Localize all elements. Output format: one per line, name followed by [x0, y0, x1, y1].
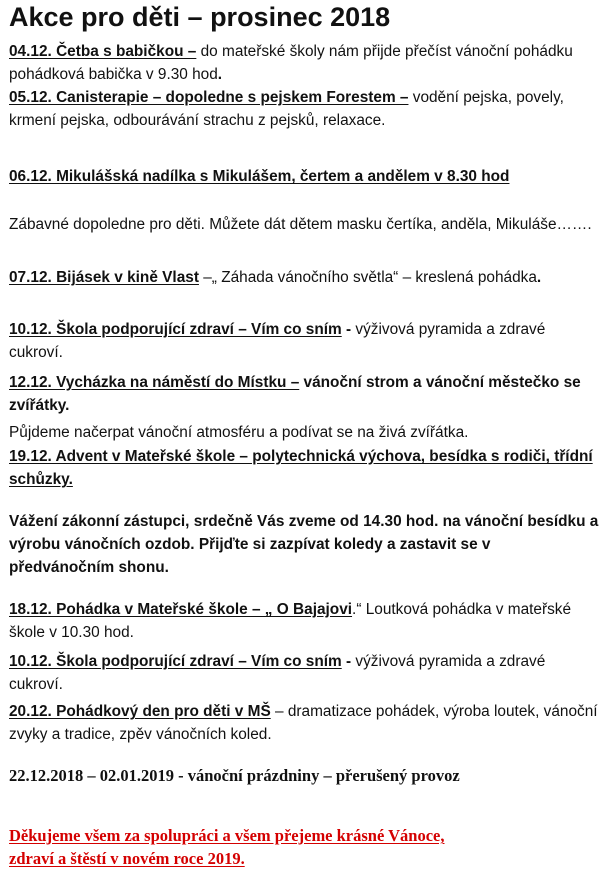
event-12-12	[9, 371, 599, 417]
event-dash: -	[341, 321, 352, 338]
event-10-12-repeat	[9, 650, 599, 696]
event-06-12-text	[9, 213, 599, 236]
event-19-12	[9, 445, 599, 491]
event-07-12	[9, 266, 599, 289]
event-text: do mateřské školy nám přijde přečíst vánoční pohádku pohádková babička v 9.30 hod	[9, 43, 573, 83]
holidays-text: 22.12.2018 – 02.01.2019 - vánoční prázdniny – přerušený provoz	[9, 766, 460, 785]
event-heading: 12.12. Vycházka na náměstí do Místku –	[9, 374, 300, 391]
event-text: Půjdeme načerpat vánoční atmosféru a podívat se na živá zvířátka.	[9, 424, 469, 441]
event-heading: 07.12. Bijásek v kině Vlast	[9, 269, 199, 286]
event-text: Zábavné dopoledne pro děti. Můžete dát dětem masku čertíka, anděla, Mikuláše…….	[9, 216, 592, 233]
event-heading: 06.12. Mikulášská nadílka s Mikulášem, čertem a andělem v 8.30 hod	[9, 168, 510, 185]
event-heading: 19.12. Advent v Mateřské škole – polytechnická výchova, besídka s rodiči, třídní schůzky.	[9, 448, 593, 488]
event-04-12	[9, 40, 599, 86]
event-text: .“ Loutková pohádka v mateřské škole v 10.30 hod.	[9, 601, 572, 641]
event-05-12	[9, 86, 599, 132]
thanks-line-2: zdraví a štěstí v novém roce 2019.	[9, 849, 245, 868]
event-heading: 04.12. Četba s babičkou –	[9, 43, 197, 60]
event-tail: .	[217, 66, 223, 83]
invitation-paragraph	[9, 510, 599, 579]
page-title: Akce pro děti – prosinec 2018	[9, 2, 391, 32]
event-heading: 10.12. Škola podporující zdraví – Vím co sním	[9, 653, 342, 670]
event-heading: 20.12. Pohádkový den pro děti v MŠ	[9, 703, 271, 720]
thanks-paragraph	[9, 824, 599, 870]
event-tail: .	[536, 269, 542, 286]
event-text: výživová pyramida a zdravé cukroví.	[9, 321, 546, 361]
event-bold-text: vánoční strom a vánoční městečko se zvířátky.	[9, 374, 581, 414]
event-12-12-text	[9, 421, 599, 444]
event-dash: -	[341, 653, 352, 670]
event-10-12	[9, 318, 599, 364]
event-text: –„ Záhada vánočního světla“ – kreslená pohádka	[198, 269, 537, 286]
event-06-12	[9, 165, 519, 188]
event-heading: 18.12. Pohádka v Mateřské škole – „ O Bajajovi	[9, 601, 353, 618]
event-20-12	[9, 700, 599, 746]
holidays-line	[9, 764, 599, 787]
event-text: – dramatizace pohádek, výroba loutek, vánoční zvyky a tradice, zpěv vánočních koled.	[9, 703, 598, 743]
event-heading: 05.12. Canisterapie – dopoledne s pejskem Forestem –	[9, 89, 409, 106]
event-text: výživová pyramida a zdravé cukroví.	[9, 653, 546, 693]
event-text: vodění pejska, povely, krmení pejska, odbourávání strachu z pejsků, relaxace.	[9, 89, 564, 129]
thanks-line-1: Děkujeme všem za spolupráci a všem přejeme krásné Vánoce,	[9, 826, 445, 845]
event-18-12	[9, 598, 599, 644]
event-heading: 10.12. Škola podporující zdraví – Vím co sním	[9, 321, 342, 338]
invitation-text: Vážení zákonní zástupci, srdečně Vás zveme od 14.30 hod. na vánoční besídku a výrobu vánočních ozdob. Přijďte si zazpívat koledy a zastavit se v předvánočním shonu.	[9, 513, 599, 576]
